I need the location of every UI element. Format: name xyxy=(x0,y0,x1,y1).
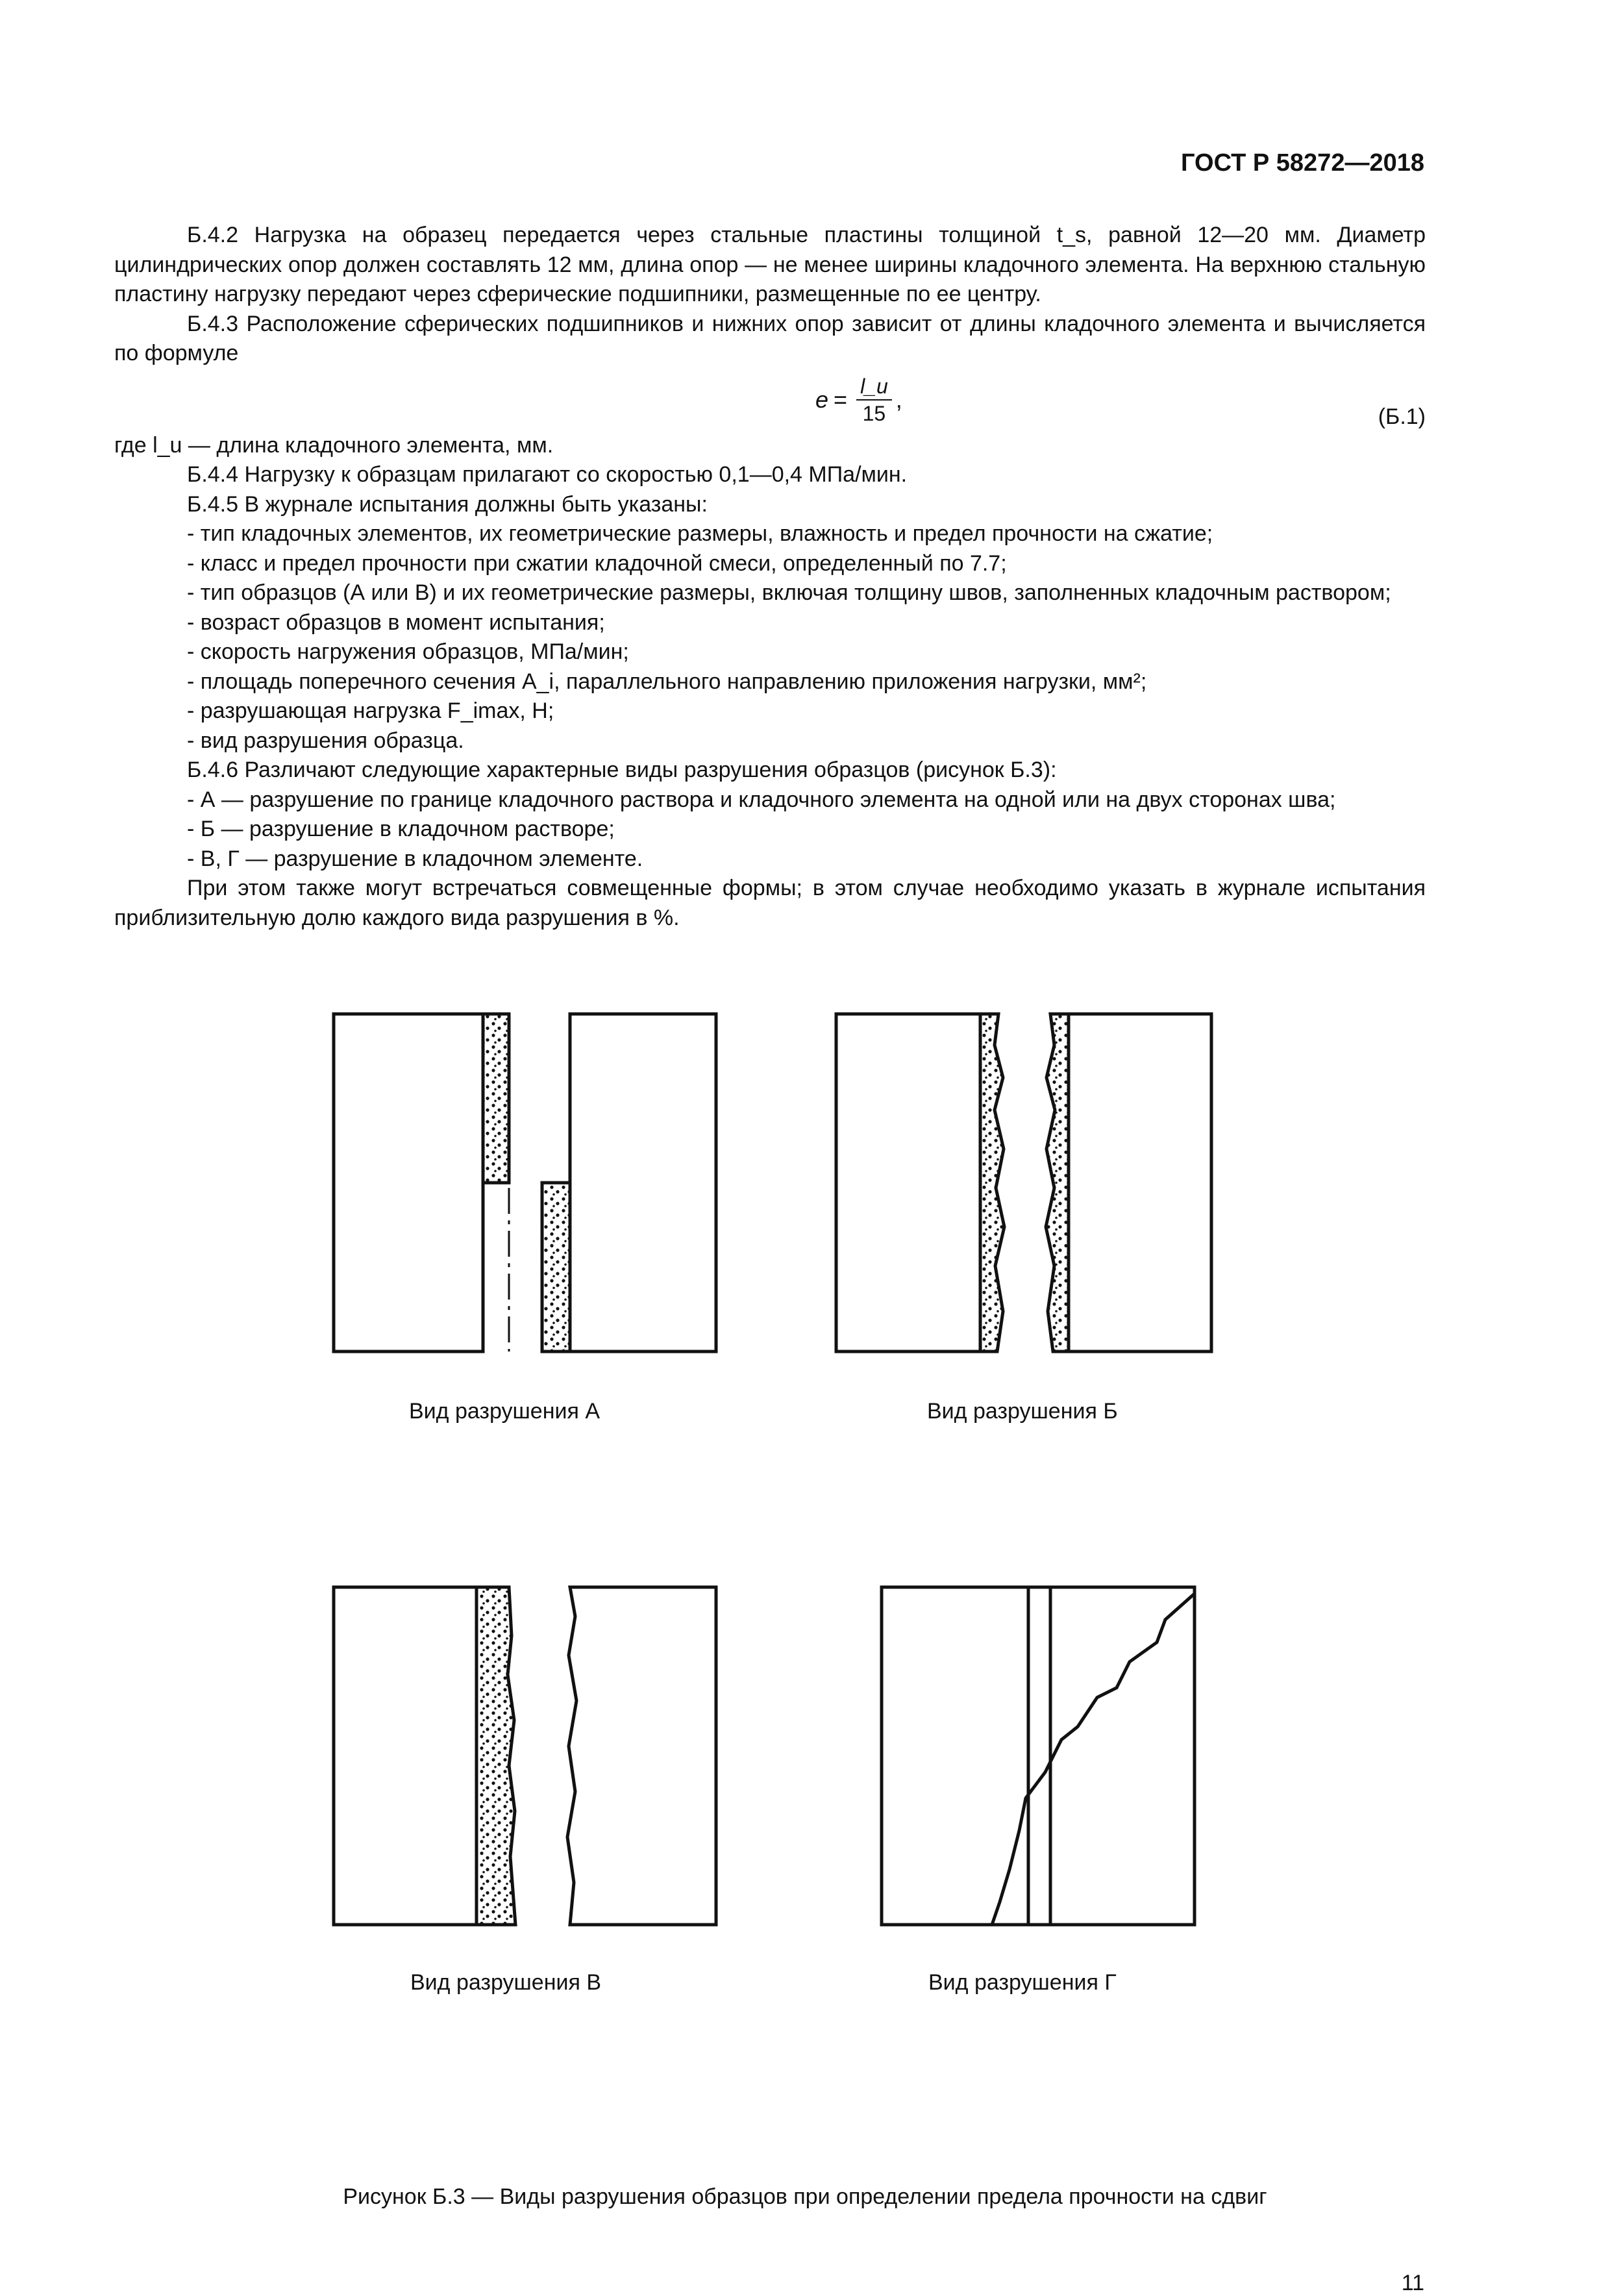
caption-mode-v: Вид разрушения В xyxy=(410,1970,601,1995)
caption-mode-g: Вид разрушения Г xyxy=(928,1970,1117,1995)
figure-failure-modes xyxy=(0,974,1610,2110)
list-item: - Б — разрушение в кладочном растворе; xyxy=(187,817,615,841)
list-item: - возраст образцов в момент испытания; xyxy=(187,610,605,635)
diagram-mode-a xyxy=(334,1014,716,1352)
body-text xyxy=(114,221,1426,933)
para-b45: Б.4.5 В журнале испытания должны быть указаны: xyxy=(187,491,708,517)
para-b44: Б.4.4 Нагрузку к образцам прилагают со скоростью 0,1—0,4 МПа/мин. xyxy=(187,462,908,487)
list-item: - тип кладочных элементов, их геометрические размеры, влажность и предел прочности на сжатие; xyxy=(187,521,1213,546)
formula-numerator: l_u xyxy=(856,373,892,401)
diagram-mode-b xyxy=(836,1014,1211,1352)
list-item: - скорость нагружения образцов, МПа/мин; xyxy=(187,639,629,664)
diagram-mode-g xyxy=(882,1587,1195,1925)
caption-mode-b: Вид разрушения Б xyxy=(927,1399,1118,1424)
list-item: - класс и предел прочности при сжатии кладочной смеси, определенный по 7.7; xyxy=(187,550,1007,576)
formula-number: (Б.1) xyxy=(1378,404,1426,429)
list-item: - разрушающая нагрузка F_imax, Н; xyxy=(187,698,554,723)
document-id: ГОСТ Р 58272—2018 xyxy=(1181,149,1424,177)
list-item: - тип образцов (А или В) и их геометрические размеры, включая толщину швов, заполненных кладочным раствором; xyxy=(187,580,1391,605)
para-closing: При этом также могут встречаться совмещенные формы; в этом случае необходимо указать в журнале испытания приблизительную долю каждого вида разрушения в %. xyxy=(114,876,1426,930)
para-b43: Б.4.3 Расположение сферических подшипников и нижних опор зависит от длины кладочного элемента и вычисляется по формуле xyxy=(114,311,1426,365)
list-item: - А — разрушение по границе кладочного раствора и кладочного элемента на одной или на двух сторонах шва; xyxy=(187,787,1336,812)
formula-lhs: e xyxy=(815,386,829,413)
diagram-mode-v xyxy=(334,1587,716,1925)
page-number: 11 xyxy=(1401,2271,1424,2295)
formula-b1: e = $\frac{l\_u}{15}$ , (Б.1) xyxy=(114,369,1426,431)
list-item: - В, Г — разрушение в кладочном элементе. xyxy=(187,846,643,871)
caption-mode-a: Вид разрушения А xyxy=(409,1399,600,1424)
para-b46: Б.4.6 Различают следующие характерные виды разрушения образцов (рисунок Б.3): xyxy=(187,758,1057,782)
figure-title: Рисунок Б.3 — Виды разрушения образцов при определении предела прочности на сдвиг xyxy=(343,2184,1267,2209)
formula-denominator: 15 xyxy=(862,401,886,425)
list-item: - вид разрушения образца. xyxy=(187,728,464,753)
para-where: где l_u — длина кладочного элемента, мм. xyxy=(114,432,554,458)
para-b42: Б.4.2 Нагрузка на образец передается через стальные пластины толщиной t_s, равной 12—20 мм. Диаметр цилиндрических опор должен составлять 12 мм, длина опор — не менее ширины кладочного элемента. На верхнюю стальную пластину нагрузку передают через сферические подшипники, размещенные по ее центру. xyxy=(114,223,1426,306)
list-item: - площадь поперечного сечения A_i, параллельного направлению приложения нагрузки, мм²; xyxy=(187,669,1147,694)
